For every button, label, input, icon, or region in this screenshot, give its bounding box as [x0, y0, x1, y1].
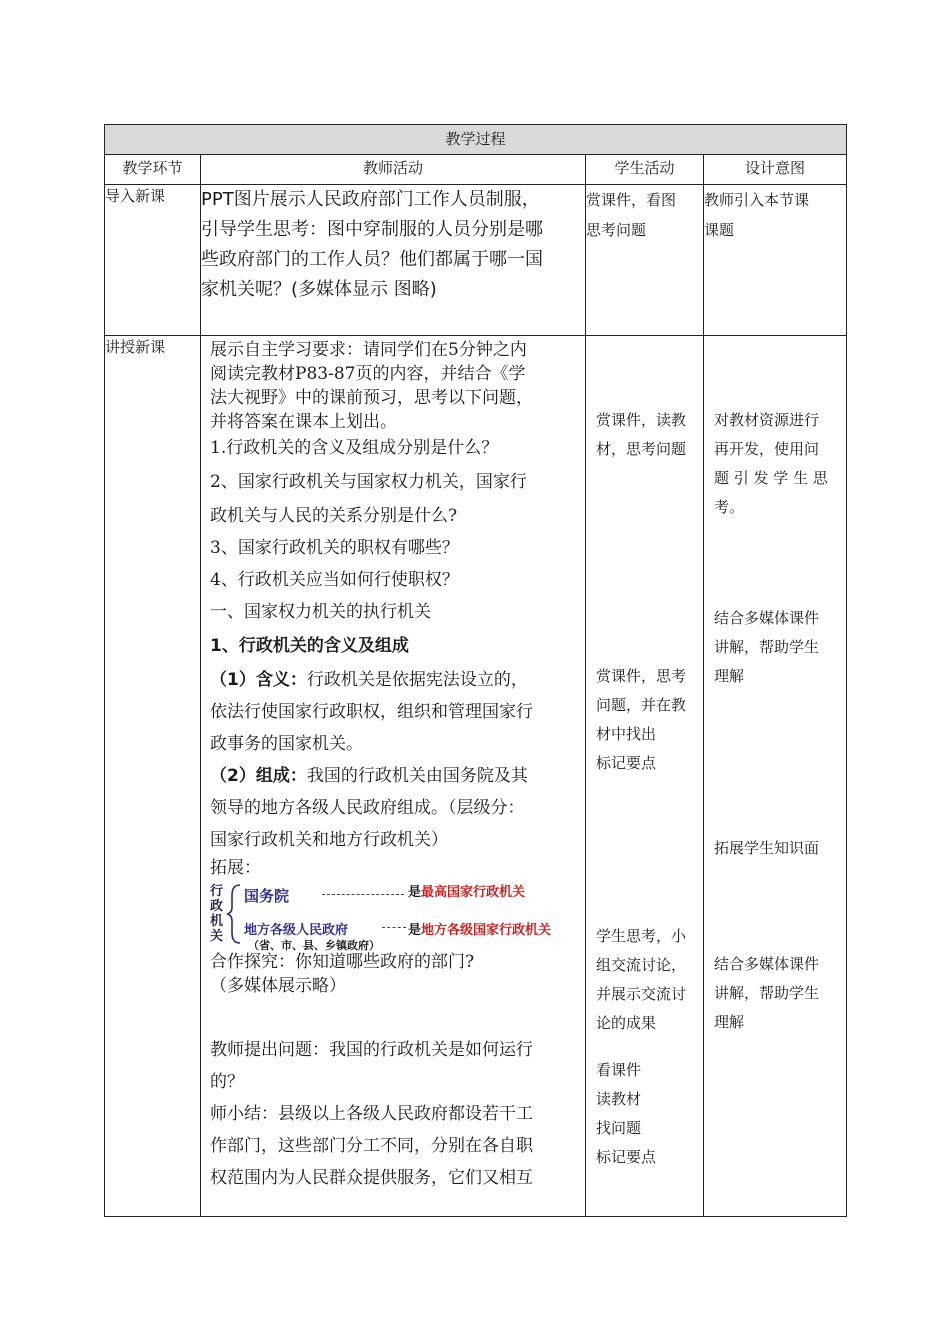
diagram-top-result: 是最高国家行政机关: [408, 885, 526, 900]
teacher-activity-lecture: [201, 336, 586, 1217]
diagram-vertical-label: 行 政 机 关: [210, 884, 224, 944]
cooperative-inquiry: 合作探究：你知道哪些政府的部门? （多媒体展示略）: [210, 952, 475, 996]
section-heading: 一、国家权力机关的执行机关: [210, 602, 431, 622]
design-intent-1: 对教材资源进行 再开发，使用问 题 引 发 学 生 思 考。: [714, 411, 828, 516]
table-row-lecture: [105, 336, 847, 1217]
teacher-question: 教师提出问题：我国的行政机关是如何运行 的？: [210, 1040, 533, 1092]
design-intent-3: 拓展学生知识面: [714, 839, 820, 857]
design-intent-lecture: [704, 336, 847, 1217]
student-activity-3: 学生思考，小 组交流讨论， 并展示交流讨 论的成果: [596, 927, 687, 1032]
diagram-local-levels: （省、市、县、乡镇政府）: [248, 939, 380, 952]
definition-paragraph: （1）含义：行政机关是依据宪法设立的， 依法行使国家行政职权，组织和管理国家行 政事务的国家机关。: [210, 670, 533, 754]
teaching-process-table: [104, 124, 847, 1217]
student-activity-1: 赏课件，读教 材，思考问题: [596, 411, 687, 458]
header-teacher: 教师活动: [201, 155, 586, 185]
diagram-connector-bottom: [382, 927, 406, 928]
composition-paragraph: （2）组成：我国的行政机关由国务院及其 领导的地方各级人民政府组成。（层级分： 国家行政机关和地方行政机关）: [210, 766, 528, 850]
design-intent-4: 结合多媒体课件 讲解，帮助学生 理解: [714, 955, 820, 1031]
self-study-requirement: 展示自主学习要求：请同学们在5分钟之内 阅读完教材P83-87页的内容，并结合《学 法大视野》中的课前预习，思考以下问题， 并将答案在课本上划出。: [210, 340, 533, 432]
student-activity-intro: 赏课件，看图 思考问题: [586, 185, 704, 336]
diagram-state-council: 国务院: [244, 887, 290, 905]
student-activity-2: 赏课件，思考 问题，并在教 材中找出 标记要点: [596, 667, 687, 772]
stage-intro: 导入新课: [105, 185, 201, 336]
question-3: 3、国家行政机关的职权有哪些？: [210, 538, 459, 558]
table-title: 教学过程: [105, 125, 847, 155]
header-intent: 设计意图: [704, 155, 847, 185]
stage-lecture: 讲授新课: [105, 336, 201, 1217]
question-1: 1.行政机关的含义及组成分别是什么？: [210, 438, 499, 458]
question-4: 4、行政机关应当如何行使职权？: [210, 570, 459, 590]
diagram-connector-top: [322, 894, 404, 895]
expand-label: 拓展：: [210, 858, 261, 878]
diagram-bottom-result: 是地方各级国家行政机关: [408, 923, 552, 938]
design-intent-intro: 教师引入本节课 课题: [704, 185, 847, 336]
table-row-intro: [105, 185, 847, 336]
question-2: 2、国家行政机关与国家权力机关，国家行 政机关与人民的关系分别是什么?: [210, 472, 527, 526]
student-activity-4: 看课件 读教材 找问题 标记要点: [596, 1061, 657, 1166]
brace-icon: [226, 883, 242, 945]
teacher-summary: 师小结：县级以上各级人民政府都设若干工 作部门，这些部门分工不同，分别在各自职 权范围内为人民群众提供服务，它们又相互: [210, 1104, 533, 1188]
header-stage: 教学环节: [105, 155, 201, 185]
diagram-local-government: 地方各级人民政府: [244, 923, 349, 938]
administrative-organs-diagram: [210, 879, 570, 952]
student-activity-lecture: [586, 336, 704, 1217]
subsection-heading: 1、行政机关的含义及组成: [210, 636, 409, 656]
header-student: 学生活动: [586, 155, 704, 185]
teacher-activity-intro: PPT图片展示人民政府部门工作人员制服， 引导学生思考：图中穿制服的人员分别是哪 些政府部门的工作人员？他们都属于哪一国 家机关呢？(多媒体显示 图略): [201, 185, 586, 336]
design-intent-2: 结合多媒体课件 讲解，帮助学生 理解: [714, 609, 820, 685]
